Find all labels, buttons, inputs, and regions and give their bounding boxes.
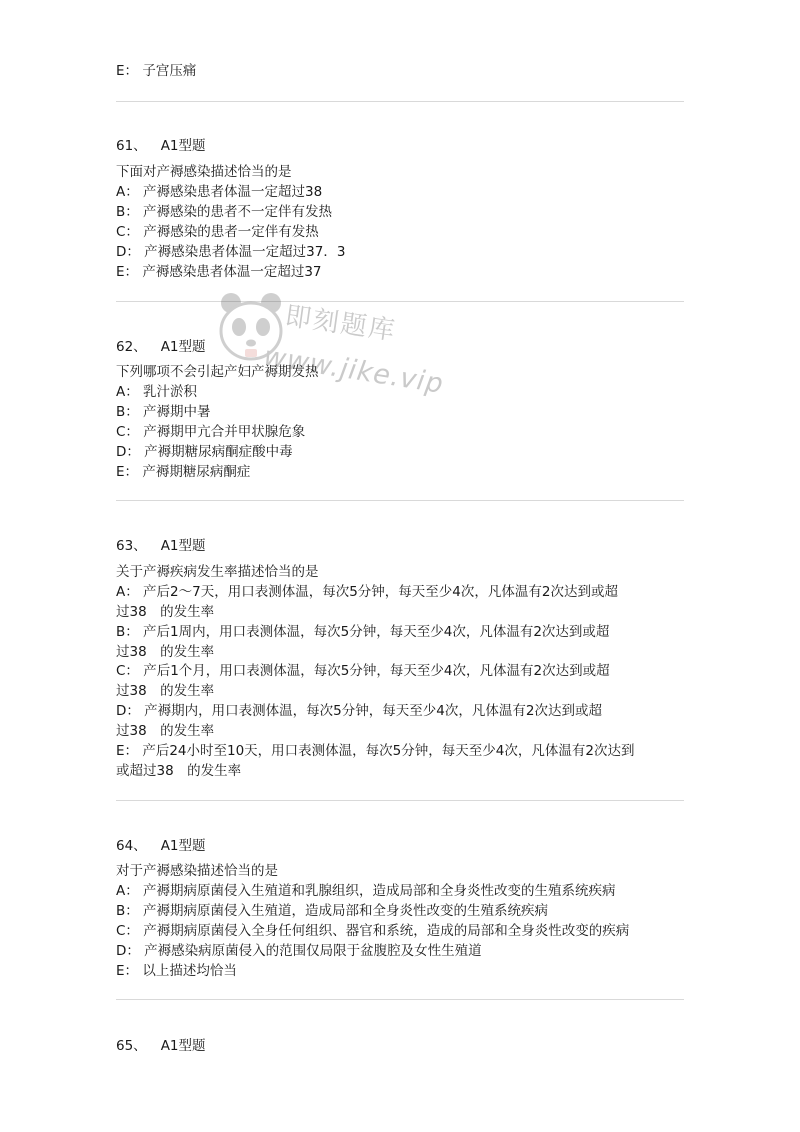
option-b-cont: 过38 的发生率 [116,644,215,660]
option-c: C： 产褥感染的患者一定伴有发热 [116,224,319,240]
question-number: 62、 [116,339,147,355]
option-e: E： 以上描述均恰当 [116,963,237,979]
option-a: A： 产褥期病原菌侵入生殖道和乳腺组织，造成局部和全身炎性改变的生殖系统疾病 [116,883,616,899]
question-number: 63、 [116,538,147,554]
divider [116,999,684,1000]
question-number: 64、 [116,838,147,854]
question-type: A1型题 [160,838,206,854]
option-b: B： 产褥期病原菌侵入生殖道，造成局部和全身炎性改变的生殖系统疾病 [116,903,549,919]
question-type: A1型题 [160,339,206,355]
option-a: A： 产褥感染患者体温一定超过38 [116,184,323,200]
option-e: E： 产后24小时至10天，用口表测体温，每次5分钟，每天至少4次，凡体温有2次达到 [116,743,635,759]
watermark-brand: 即刻题库 [283,301,399,347]
question-stem: 下列哪项不会引起产妇产褥期发热 [116,364,319,380]
question-header [116,136,206,156]
option-a: A： 产后2～7天，用口表测体温，每次5分钟，每天至少4次，凡体温有2次达到或超 [116,584,618,600]
option-b: B： 产褥感染的患者不一定伴有发热 [116,204,333,220]
question-header [116,337,206,357]
question-header [116,836,206,856]
option-e-cont: 或超过38 的发生率 [116,763,242,779]
option-d: D： 产褥期糖尿病酮症酸中毒 [116,444,293,460]
option-c: C： 产褥期病原菌侵入全身任何组织、器官和系统，造成的局部和全身炎性改变的疾病 [116,923,630,939]
question-number: 61、 [116,138,147,154]
watermark-url: www.jike.vip [261,340,446,401]
option-a: A： 乳汁淤积 [116,384,198,400]
question-type: A1型题 [160,538,206,554]
question-type: A1型题 [160,1038,206,1054]
divider [116,500,684,501]
question-stem: 下面对产褥感染描述恰当的是 [116,164,292,180]
option-d: D： 产褥期内，用口表测体温，每次5分钟，每天至少4次，凡体温有2次达到或超 [116,703,602,719]
option-c-cont: 过38 的发生率 [116,683,215,699]
divider [116,800,684,801]
option-d: D： 产褥感染患者体温一定超过37．3 [116,244,346,260]
question-stem: 关于产褥疾病发生率描述恰当的是 [116,564,319,580]
question-stem: 对于产褥感染描述恰当的是 [116,863,278,879]
option-text: E： 子宫压痛 [116,63,197,79]
option-c: C： 产后1个月，用口表测体温，每次5分钟，每天至少4次，凡体温有2次达到或超 [116,663,610,679]
divider [116,301,684,302]
question-header [116,1036,206,1056]
question-header [116,536,206,556]
option-e: E： 产褥期糖尿病酮症 [116,464,251,480]
question-type: A1型题 [160,138,206,154]
option-c: C： 产褥期甲亢合并甲状腺危象 [116,424,306,440]
option-a-cont: 过38 的发生率 [116,604,215,620]
option-d-cont: 过38 的发生率 [116,723,215,739]
question-number: 65、 [116,1038,147,1054]
option-e: E： 产褥感染患者体温一定超过37 [116,264,322,280]
divider [116,101,684,102]
option-d: D： 产褥感染病原菌侵入的范围仅局限于盆腹腔及女性生殖道 [116,943,482,959]
option-b: B： 产后1周内，用口表测体温，每次5分钟，每天至少4次，凡体温有2次达到或超 [116,624,610,640]
option-b: B： 产褥期中暑 [116,404,211,420]
